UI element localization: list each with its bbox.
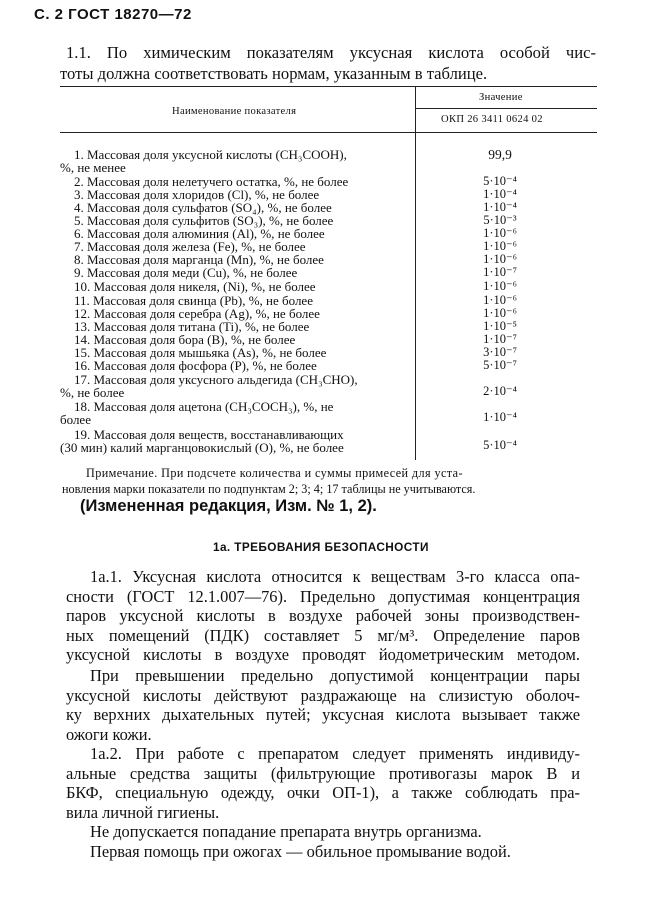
table-row: 11. Массовая доля свинца (Pb), %, не более (74, 293, 313, 308)
table-value: 1·10⁻⁶ (483, 239, 517, 253)
para-line: БКФ, специальную одежду, очки ОП-1), а также соблюдать пра- (66, 783, 580, 803)
para-line: ожоги кожи. (66, 724, 152, 744)
para-line: альные средства защиты (фильтрующие противогазы марок В и (66, 763, 580, 783)
note-line-1: Примечание. При подсчете количества и суммы примесей для уста- (86, 466, 463, 480)
table-row: 14. Массовая доля бора (B), %, не более (74, 332, 296, 347)
note-line-2: новления марки показатели по подпунктам 2; 3; 4; 17 таблицы не учитываются. (62, 481, 476, 496)
table-row: 16. Массовая доля фосфора (P), %, не более (74, 358, 317, 373)
table-row: 9. Массовая доля меди (Cu), %, не более (74, 265, 298, 280)
table-row: 12. Массовая доля серебра (Ag), %, не более (74, 306, 320, 321)
table-value: 5·10⁻³ (483, 213, 517, 227)
table-value: 1·10⁻⁵ (483, 319, 517, 333)
table-value: 1·10⁻⁴ (483, 187, 517, 201)
para-line: Не допускается попадание препарата внутрь организма. (90, 822, 482, 841)
col-value-code: ОКП 26 3411 0624 02 (441, 114, 543, 125)
para-line: уксусной кислоты в воздухе проводят йодометрическим методом. (66, 645, 580, 665)
paragraph-1a-1 (66, 567, 580, 665)
clause-1-1 (60, 42, 596, 84)
table-row: 19. Массовая доля веществ, восстанавливающих (30 мин) калий марганцовокислый (O), %, не более (60, 427, 344, 455)
para-line: ку верхних дыхательных путей; уксусная кислота вызывает также (66, 705, 580, 725)
table-row: 7. Массовая доля железа (Fe), %, не более (74, 239, 306, 254)
table-row: 5. Массовая доля сульфитов (SO₃), %, не более (74, 213, 334, 228)
table-value: 2·10⁻⁴ (483, 384, 517, 398)
table-header-mid-rule (416, 108, 597, 109)
table-row: 15. Массовая доля мышьяка (As), %, не более (74, 345, 327, 360)
table-value: 1·10⁻⁶ (483, 293, 517, 307)
table-row: 3. Массовая доля хлоридов (Cl), %, не более (74, 187, 320, 202)
col-value-header: Значение (479, 92, 523, 103)
para-line: ных помещений (ПДК) составляет 5 мг/м³. Определение паров (66, 625, 580, 645)
para-line: паров уксусной кислоты в воздухе рабочей зоны производствен- (66, 606, 580, 626)
paragraph-exposure (66, 666, 580, 744)
table-row: 10. Массовая доля никеля, (Ni), %, не более (74, 279, 316, 294)
table-row: 4. Массовая доля сульфатов (SO₄), %, не более (74, 200, 332, 215)
table-row: 13. Массовая доля титана (Ti), %, не более (74, 319, 310, 334)
para-line: сности (ГОСТ 12.1.007—76). Предельно допустимая концентрация (66, 586, 580, 606)
table-value: 1·10⁻⁷ (483, 332, 517, 346)
table-value: 5·10⁻⁷ (483, 358, 517, 372)
table-row: 17. Массовая доля уксусного альдегида (CH₃CHO), %, не более (60, 372, 358, 400)
paragraph-1a-2 (66, 744, 580, 822)
table-value: 5·10⁻⁴ (483, 438, 517, 452)
table-value: 1·10⁻⁴ (483, 410, 517, 424)
paragraph-first-aid (66, 842, 580, 862)
para-line: уксусной кислоты действуют раздражающе на слизистую оболоч- (66, 685, 580, 705)
table-value: 1·10⁻⁷ (483, 265, 517, 279)
para-line: вила личной гигиены. (66, 802, 220, 822)
table-row: 8. Массовая доля марганца (Mn), %, не более (74, 252, 324, 267)
para-line: 1а.1. Уксусная кислота относится к веществам 3-го класса опа- (90, 567, 580, 586)
table-value: 3·10⁻⁷ (483, 345, 517, 359)
para-line: Первая помощь при ожогах — обильное промывание водой. (90, 842, 511, 861)
table-row: 6. Массовая доля алюминия (Al), %, не более (74, 226, 325, 241)
table-row: 1. Массовая доля уксусной кислоты (CH₃COOH), %, не менее (60, 147, 347, 175)
amendment-note: (Измененная редакция, Изм. № 1, 2). (80, 497, 377, 515)
table-row: 18. Массовая доля ацетона (CH₃COCH₃), %, не более (60, 399, 334, 427)
table-value: 1·10⁻⁶ (483, 279, 517, 293)
table-value: 5·10⁻⁴ (483, 174, 517, 188)
para-line: 1а.2. При работе с препаратом следует применять индивиду- (90, 744, 580, 763)
section-title: 1а. ТРЕБОВАНИЯ БЕЗОПАСНОСТИ (213, 540, 429, 554)
col-name-header: Наименование показателя (172, 106, 297, 117)
table-column-divider (415, 86, 416, 460)
table-value: 1·10⁻⁶ (483, 226, 517, 240)
table-value: 1·10⁻⁶ (483, 306, 517, 320)
table-top-rule (60, 86, 597, 87)
table-value: 1·10⁻⁶ (483, 252, 517, 266)
running-header: С. 2 ГОСТ 18270—72 (34, 6, 192, 23)
clause-1-1-line-2: тоты должна соответствовать нормам, указанным в таблице. (60, 64, 488, 83)
table-value: 99,9 (488, 147, 512, 162)
table-note (62, 466, 475, 497)
table-header-bottom-rule (60, 132, 597, 133)
table-row: 2. Массовая доля нелетучего остатка, %, не более (74, 174, 349, 189)
paragraph-ingestion (66, 822, 580, 842)
para-line: При превышении предельно допустимой концентрации пары (90, 666, 580, 685)
table-value: 1·10⁻⁴ (483, 200, 517, 214)
clause-1-1-line-1: 1.1. По химическим показателям уксусная кислота особой чис- (66, 43, 596, 62)
